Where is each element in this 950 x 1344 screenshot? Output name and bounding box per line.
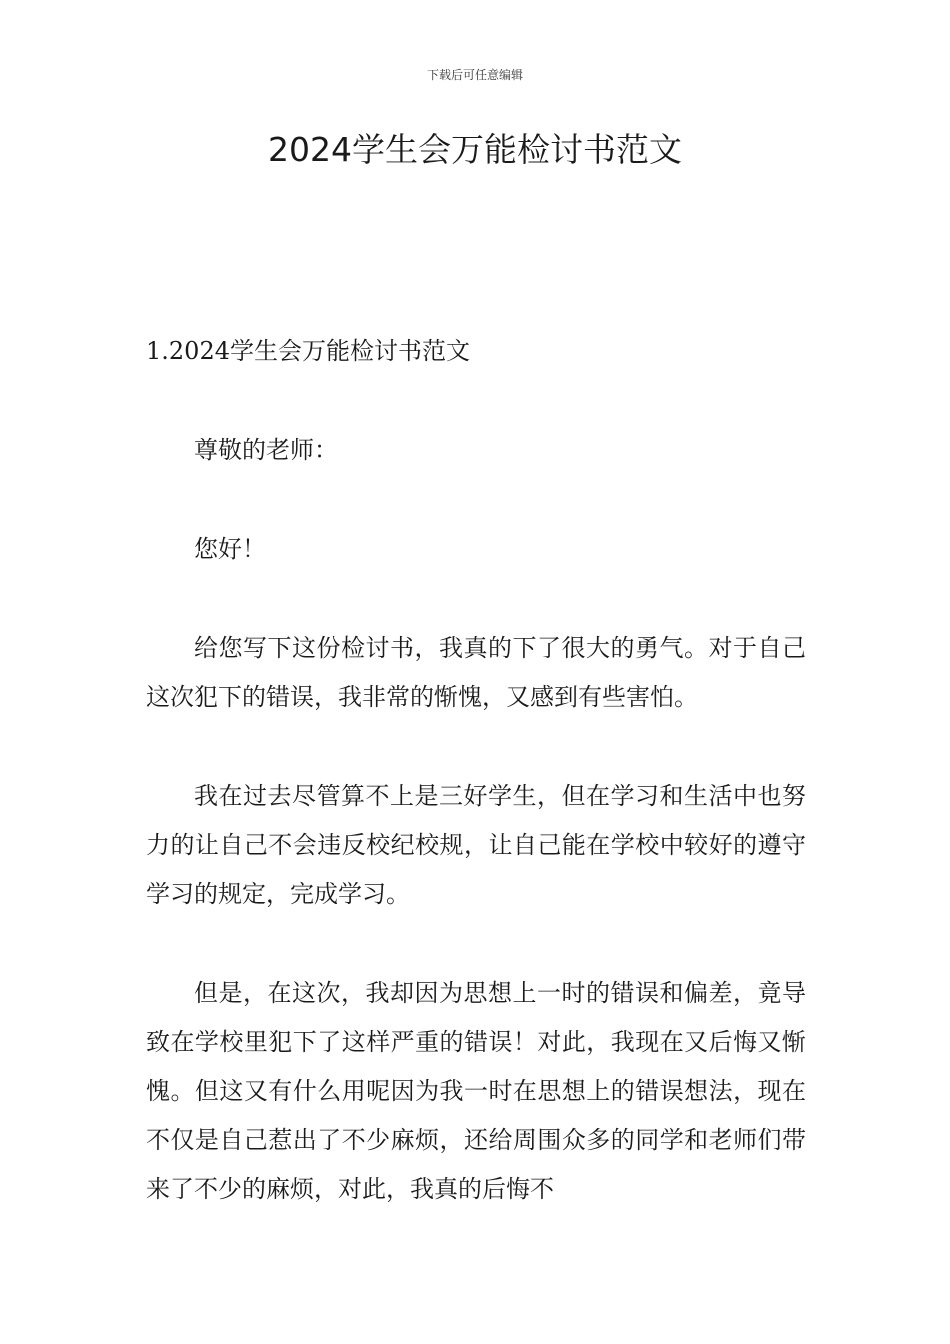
salutation: 尊敬的老师：: [194, 436, 338, 464]
body-paragraph: 我在过去尽管算不上是三好学生，但在学习和生活中也努力的让自己不会违反校纪校规，让自己能在学校中较好的遵守学习的规定，完成学习。: [146, 782, 806, 908]
body-paragraph: 给您写下这份检讨书，我真的下了很大的勇气。对于自己这次犯下的错误，我非常的惭愧，又感到有些害怕。: [146, 634, 806, 711]
document-title: 2024学生会万能检讨书范文: [268, 130, 682, 169]
body-paragraph: 但是，在这次，我却因为思想上一时的错误和偏差，竟导致在学校里犯下了这样严重的错误！对此，我现在又后悔又惭愧。但这又有什么用呢因为我一时在思想上的错误想法，现在不仅是自己惹出了不少麻烦，还给周围众多的同学和老师们带来了不少的麻烦，对此，我真的后悔不: [146, 979, 806, 1203]
document-body: [146, 327, 806, 1264]
header-note: 下载后可任意编辑: [426, 68, 523, 82]
section-heading: 1.2024学生会万能检讨书范文: [146, 337, 470, 365]
greeting: 您好！: [194, 535, 266, 563]
